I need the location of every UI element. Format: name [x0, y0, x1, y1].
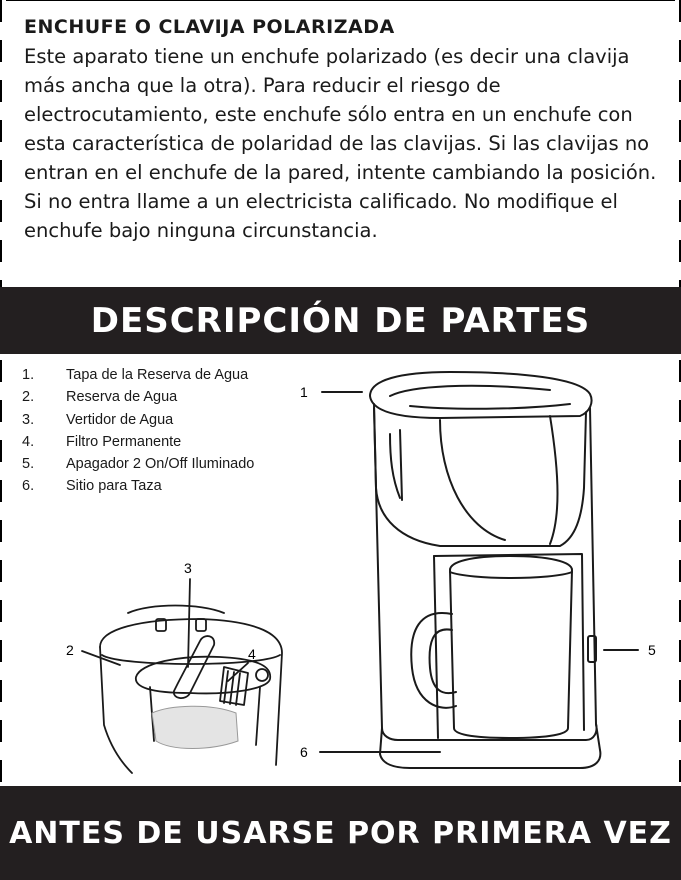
top-rule [6, 0, 675, 1]
part-label: Apagador 2 On/Off Iluminado [66, 456, 255, 473]
part-number: 2. [22, 389, 35, 406]
parts-description-title: DESCRIPCIÓN DE PARTES [90, 300, 591, 341]
parts-list-item [22, 364, 254, 386]
callout-2: 2 [66, 642, 74, 658]
left-edge-marks [0, 0, 2, 880]
part-label: Tapa de la Reserva de Agua [66, 367, 249, 383]
part-number: 5. [22, 456, 35, 473]
callout-1: 1 [300, 384, 308, 400]
parts-list-item [22, 409, 254, 431]
part-number: 4. [22, 433, 35, 450]
parts-description-banner [0, 287, 681, 354]
part-label: Sitio para Taza [66, 478, 162, 495]
part-label: Filtro Permanente [66, 433, 182, 450]
parts-list-item [22, 431, 254, 453]
callout-3: 3 [184, 560, 192, 576]
parts-list-item [22, 475, 254, 497]
parts-list-item [22, 386, 254, 408]
part-number: 1. [22, 367, 35, 383]
callout-4: 4 [248, 646, 256, 662]
part-label: Vertidor de Agua [66, 411, 174, 428]
part-number: 3. [22, 411, 35, 428]
before-first-use-banner [0, 786, 681, 880]
polarized-plug-text: Este aparato tiene un enchufe polarizado (es decir una clavija más ancha que la otra). Para reducir el riesgo de electrocutamiento, este enchufe sólo entra en un enchufe con esta característica de polaridad de las clavijas. Si las clavijas no entran en el enchufe de la pared, intente cambiando la posición. Si no entra llame a un electricista calificado. No modifique el enchufe bajo ninguna circunstancia. [24, 45, 657, 242]
polarized-plug-section [24, 16, 664, 245]
callout-6: 6 [300, 744, 308, 760]
polarized-plug-heading: ENCHUFE O CLAVIJA POLARIZADA [24, 16, 395, 38]
parts-list-item [22, 453, 254, 475]
callout-5: 5 [648, 642, 656, 658]
parts-list [22, 364, 254, 498]
part-number: 6. [22, 478, 35, 495]
coffee-maker-illustration [290, 368, 670, 783]
before-first-use-title: ANTES DE USARSE POR PRIMERA VEZ [9, 815, 672, 851]
open-reservoir-illustration [60, 555, 290, 783]
part-label: Reserva de Agua [66, 389, 178, 406]
